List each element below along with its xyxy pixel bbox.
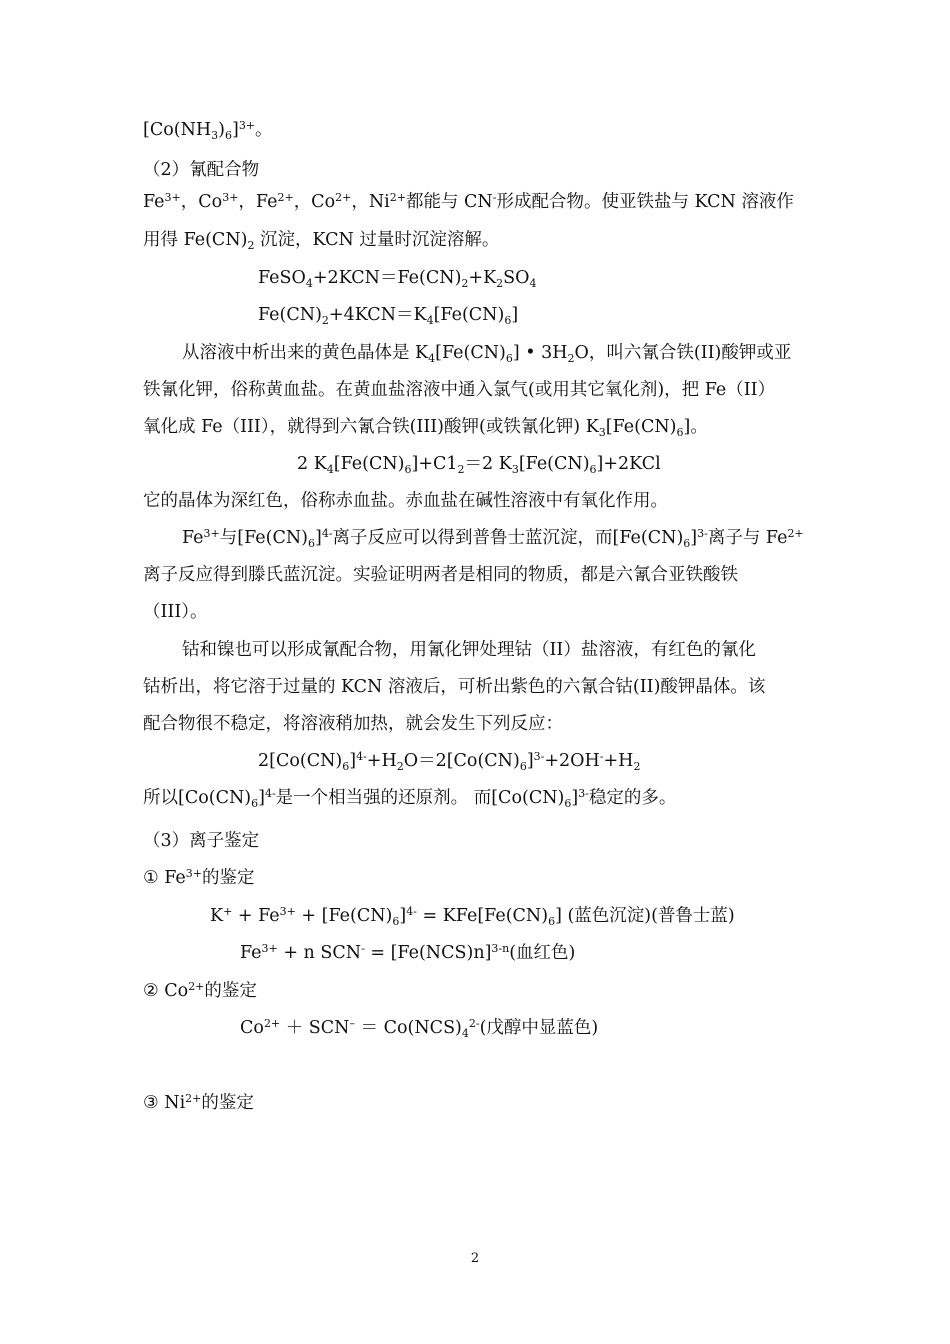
text-line: ③ $Ni^{2+}$的鉴定 bbox=[143, 1092, 254, 1113]
text-line: 用得 $Fe(CN)_2$ 沉淀，KCN 过量时沉淀溶解。 bbox=[143, 230, 500, 252]
text-line: 2 $K_4[Fe(CN)_6]+C1_2=2$ $K_3[Fe(CN)_6]+2KCl$ bbox=[297, 454, 661, 476]
text-line: 氧化成 Fe（III），就得到六氰合铁(III)酸钾(或铁氰化钾) $K_3[Fe(CN)_6]$。 bbox=[143, 417, 708, 439]
text-line: $[Co(NH_3)_6]^{3+}$。 bbox=[143, 119, 273, 142]
text-line: ① $Fe^{3+}$的鉴定 bbox=[143, 867, 255, 888]
text-line: （2）氰配合物 bbox=[143, 160, 260, 180]
text-line: $Fe(CN)_2+4KCN=K_4[Fe(CN)_6]$ bbox=[258, 305, 519, 327]
text-line: $K^+ + Fe^{3+} + [Fe(CN)_6]^{4-} = KFe[Fe(CN)_6]$ (蓝色沉淀)(普鲁士蓝) bbox=[210, 905, 735, 928]
text-line: $Fe^{3+}$与$[Fe(CN)_6]^{4-}$离子反应可以得到普鲁士蓝沉淀，而$[Fe(CN)_6]^{3-}$离子与 $Fe^{2+}$ bbox=[182, 527, 804, 550]
text-line: ② $Co^{2+}$的鉴定 bbox=[143, 980, 257, 1001]
text-line: $FeSO_4+2KCN=Fe(CN)_2+K_2SO_4$ bbox=[258, 268, 537, 290]
text-line: 所以$[Co(CN)_6]^{4-}$是一个相当强的还原剂。 而$[Co(CN)_6]^{3-}$稳定的多。 bbox=[143, 787, 677, 810]
text-line: 钴析出，将它溶于过量的 KCN 溶液后，可析出紫色的六氰合钴(II)酸钾晶体。该 bbox=[143, 677, 766, 697]
text-line: 从溶液中析出来的黄色晶体是 $K_4[Fe(CN)_6]$ • $3H_2O$，叫六氰合铁(II)酸钾或亚 bbox=[182, 343, 792, 365]
text-line: $Fe^{3+}$，$Co^{3+}$，$Fe^{2+}$，$Co^{2+}$，$Ni^{2+}$都能与 CN-形成配合物。使亚铁盐与 KCN 溶液作 bbox=[143, 191, 794, 212]
text-line: 铁氰化钾，俗称黄血盐。在黄血盐溶液中通入氯气(或用其它氧化剂)，把 Fe（II） bbox=[143, 380, 776, 400]
text-line: （III）。 bbox=[143, 602, 208, 622]
text-line: $2[Co(CN)_6]^{4-}+H_2O=2[Co(CN)_6]^{3-}+2OH^-+H_2$ bbox=[258, 750, 641, 773]
text-line: $Fe^{3+} + n$ $SCN^- = [Fe(NCS)n]^{3-n}$(血红色) bbox=[240, 942, 576, 963]
text-line: 配合物很不稳定，将溶液稍加热，就会发生下列反应： bbox=[143, 714, 563, 734]
text-line: （3）离子鉴定 bbox=[143, 831, 260, 851]
text-line: 离子反应得到滕氏蓝沉淀。实验证明两者是相同的物质，都是六氰合亚铁酸铁 bbox=[143, 565, 738, 585]
page-number: 2 bbox=[470, 1251, 480, 1266]
text-line: $Co^{2+} + SCN^- = Co(NCS)_4^{2-}$(戊醇中显蓝色) bbox=[240, 1017, 599, 1040]
text-line: 它的晶体为深红色，俗称赤血盐。赤血盐在碱性溶液中有氧化作用。 bbox=[143, 491, 668, 511]
text-line: 钴和镍也可以形成氰配合物，用氰化钾处理钴（II）盐溶液，有红色的氰化 bbox=[182, 640, 756, 660]
